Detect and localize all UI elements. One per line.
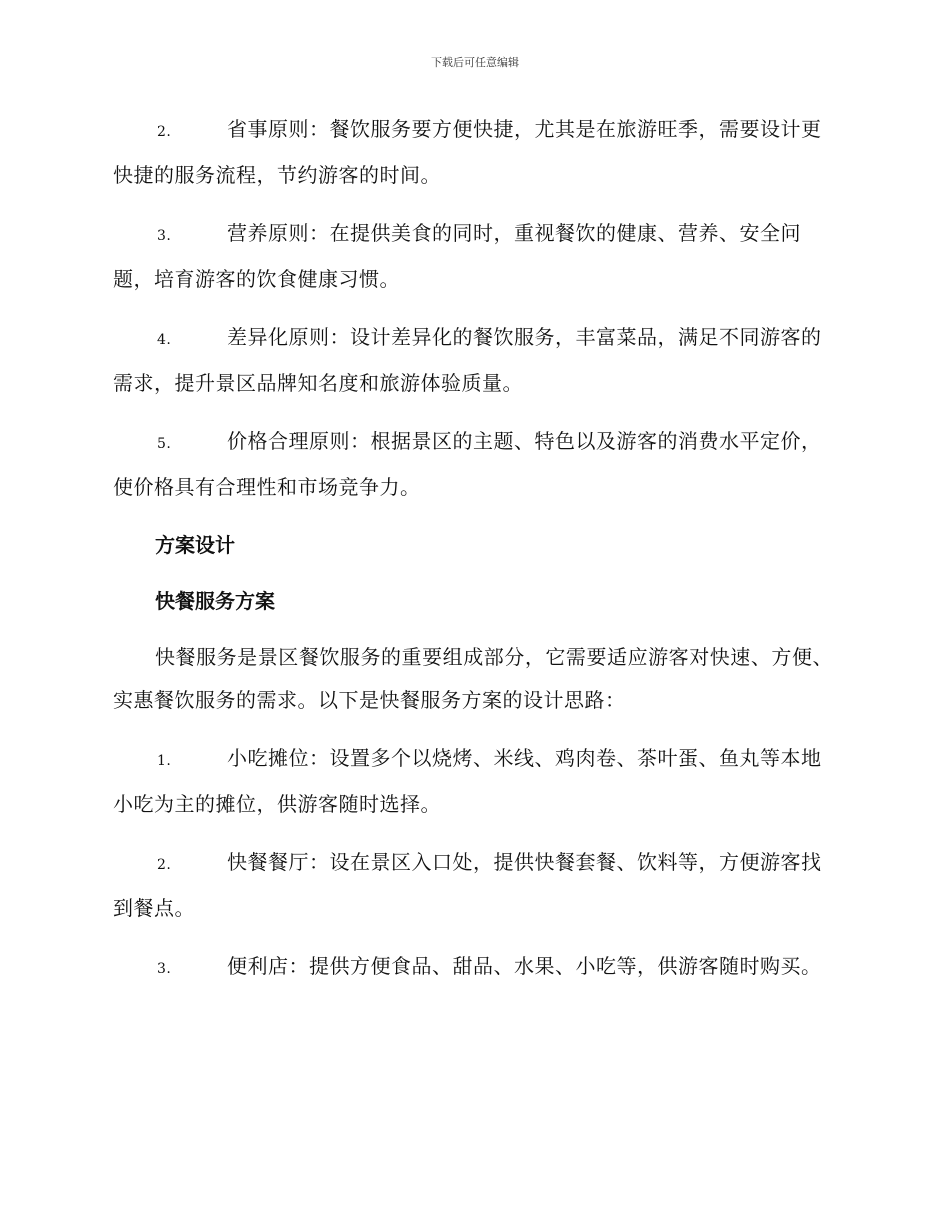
list-item: [113, 737, 833, 826]
list-item-text: 差异化原则：设计差异化的餐饮服务，丰富菜品，满足不同游客的需求，提升景区品牌知名度和旅游体验质量。: [113, 325, 822, 395]
list-item-number: 3.: [157, 961, 172, 977]
list-item: [113, 316, 833, 405]
document-body: [113, 108, 833, 1006]
list-item-number: 1.: [157, 753, 172, 769]
list-item-text: 省事原则：餐饮服务要方便快捷，尤其是在旅游旺季，需要设计更快捷的服务流程，节约游客的时间。: [113, 117, 822, 187]
section-heading-design: 方案设计: [155, 533, 235, 557]
list-item-text: 价格合理原则：根据景区的主题、特色以及游客的消费水平定价，使价格具有合理性和市场竞争力。: [113, 429, 822, 499]
list-item-text: 快餐餐厅：设在景区入口处，提供快餐套餐、饮料等，方便游客找到餐点。: [113, 850, 822, 920]
list-item-number: 3.: [157, 228, 172, 244]
list-item-number: 2.: [157, 857, 172, 873]
list-item: [113, 212, 833, 301]
list-item: [113, 945, 833, 991]
list-item: [113, 420, 833, 509]
list-item-text: 营养原则：在提供美食的同时，重视餐饮的健康、营养、安全问题，培育游客的饮食健康习惯。: [113, 221, 801, 291]
list-item-text: 便利店：提供方便食品、甜品、水果、小吃等，供游客随时购买。: [227, 954, 822, 978]
list-item: [113, 108, 833, 197]
list-item-number: 5.: [157, 436, 172, 452]
list-item-number: 4.: [157, 332, 172, 348]
section-heading-fastfood: 快餐服务方案: [155, 589, 275, 613]
list-item-text: 小吃摊位：设置多个以烧烤、米线、鸡肉卷、茶叶蛋、鱼丸等本地小吃为主的摊位，供游客随时选择。: [113, 746, 822, 816]
page-header: 下载后可任意编辑: [431, 56, 519, 69]
intro-paragraph: 快餐服务是景区餐饮服务的重要组成部分，它需要适应游客对快速、方便、实惠餐饮服务的需求。以下是快餐服务方案的设计思路：: [113, 645, 833, 712]
list-item: [113, 841, 833, 930]
list-item-number: 2.: [157, 124, 172, 140]
